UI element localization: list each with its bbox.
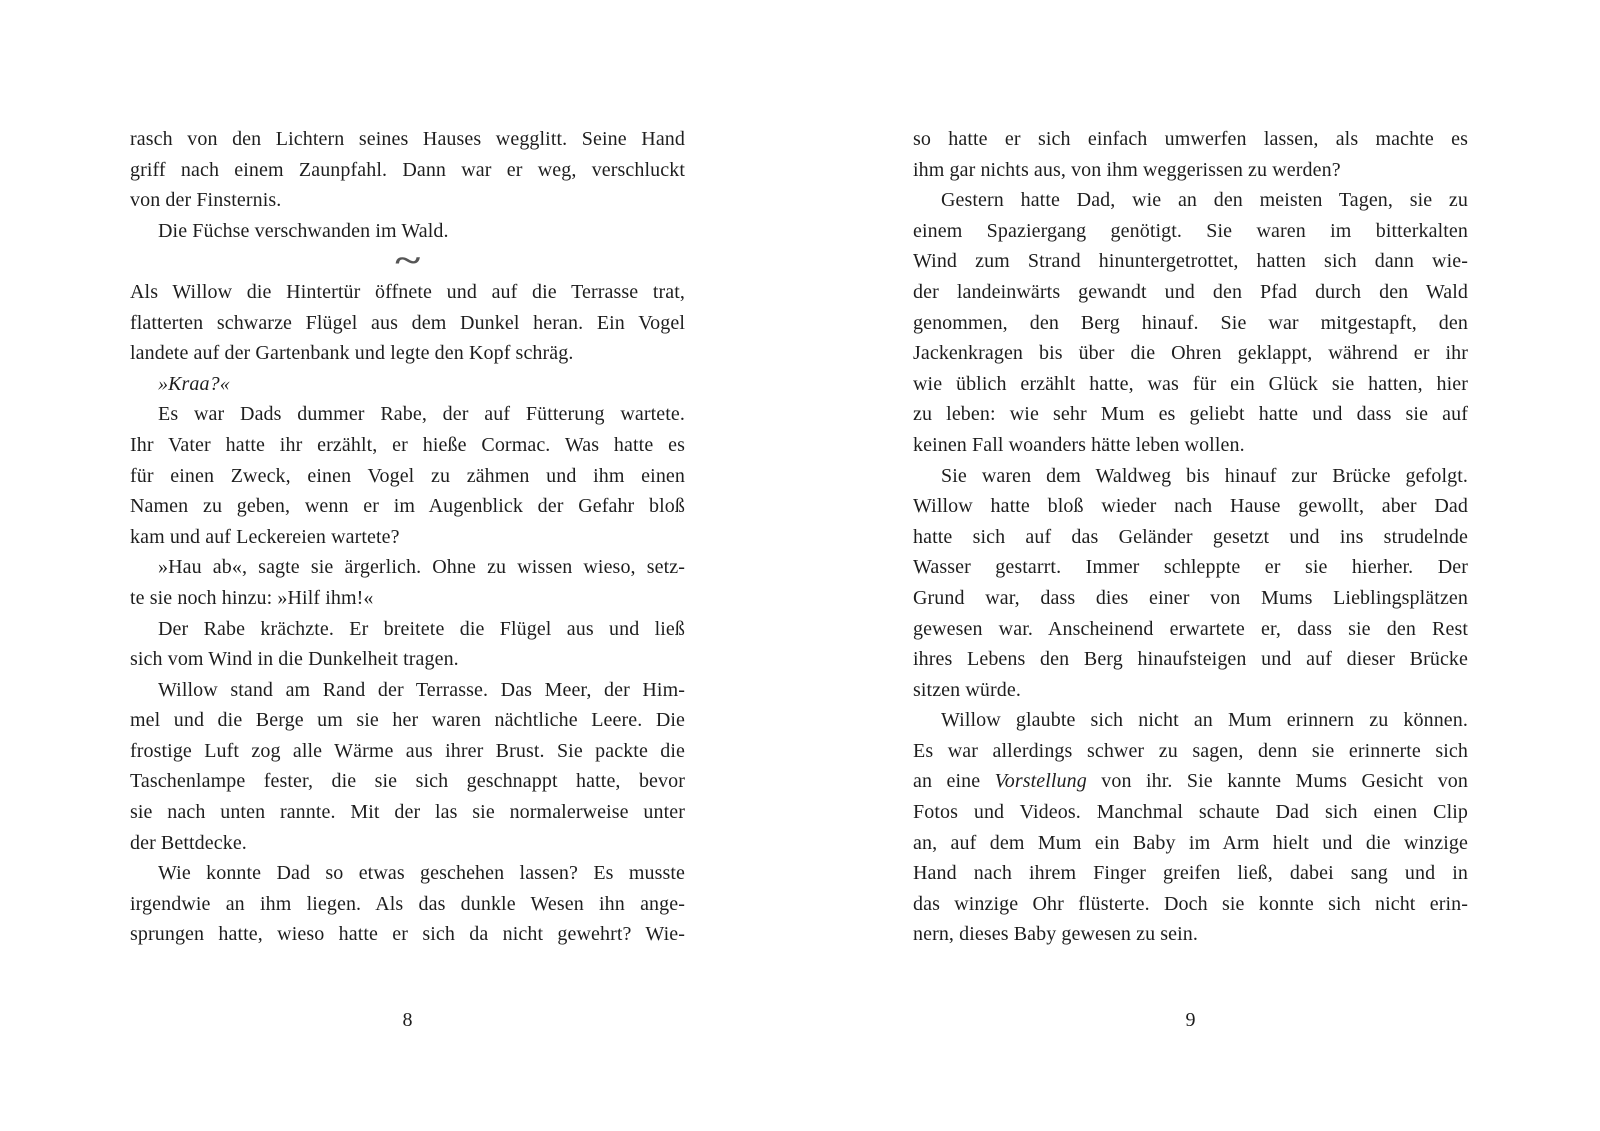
text-line: griff nach einem Zaunpfahl. Dann war er weg, verschluckt: [130, 158, 685, 181]
text-line: Der Rabe krächzte. Er breitete die Flügel aus und ließ: [158, 617, 685, 640]
text-line: nern, dieses Baby gewesen zu sein.: [913, 923, 1198, 946]
tilde-section-divider: [130, 246, 685, 277]
text-line: Gestern hatte Dad, wie an den meisten Tagen, sie zu: [941, 189, 1468, 212]
text-line: Willow hatte bloß wieder nach Hause gewollt, aber Dad: [913, 495, 1468, 518]
text-line: Willow glaubte sich nicht an Mum erinnern zu können.: [941, 709, 1468, 732]
text-line: Sie waren dem Waldweg bis hinauf zur Brücke gefolgt.: [941, 464, 1468, 487]
text-line: kam und auf Leckereien wartete?: [130, 525, 400, 548]
text-line: Taschenlampe fester, die sie sich geschnappt hatte, bevor: [130, 770, 685, 793]
text-line: hatte sich auf das Geländer gesetzt und ins strudelnde: [913, 525, 1468, 548]
text-line: Es war allerdings schwer zu sagen, denn sie erinnerte sich: [913, 739, 1468, 762]
text-line: Willow stand am Rand der Terrasse. Das Meer, der Him-: [158, 678, 685, 701]
page-number-left: 8: [402, 1009, 413, 1031]
text-line: irgendwie an ihm liegen. Als das dunkle Wesen ihn ange-: [130, 892, 685, 915]
text-line: Jackenkragen bis über die Ohren geklappt, während er ihr: [913, 342, 1468, 365]
text-line: der Bettdecke.: [130, 831, 247, 854]
text-line: mel und die Berge um sie her waren nächtliche Leere. Die: [130, 709, 685, 732]
text-line: Fotos und Videos. Manchmal schaute Dad sich einen Clip: [913, 801, 1468, 824]
text-line: gewesen war. Anscheinend erwartete er, dass sie den Rest: [913, 617, 1468, 640]
text-line: sie nach unten rannte. Mit der las sie normalerweise unter: [130, 801, 685, 824]
text-line: »Hau ab«, sagte sie ärgerlich. Ohne zu wissen wieso, setz-: [158, 556, 685, 579]
text-line: Die Füchse verschwanden im Wald.: [158, 219, 449, 242]
text-line: der landeinwärts gewandt und den Pfad durch den Wald: [913, 280, 1468, 303]
text-line: von der Finsternis.: [130, 189, 282, 212]
right-page-text: [913, 124, 1468, 950]
text-line: Namen zu geben, wenn er im Augenblick der Gefahr bloß: [130, 495, 685, 518]
text-line: Hand nach ihrem Finger greifen ließ, dabei sang und in: [913, 862, 1468, 885]
text-line: Grund war, dass dies einer von Mums Lieblingsplätzen: [913, 586, 1468, 609]
text-line: genommen, den Berg hinauf. Sie war mitgestapft, den: [913, 311, 1468, 334]
text-line: Wasser gestarrt. Immer schleppte er sie hierher. Der: [913, 556, 1468, 579]
text-line: Ihr Vater hatte ihr erzählt, er hieße Cormac. Was hatte es: [130, 433, 685, 456]
text-line: einem Spaziergang genötigt. Sie waren im bitterkalten: [913, 219, 1468, 242]
text-line: rasch von den Lichtern seines Hauses wegglitt. Seine Hand: [130, 128, 685, 150]
page-number-right: 9: [1185, 1009, 1196, 1031]
text-line: »Kraa?«: [158, 372, 230, 395]
text-line: so hatte er sich einfach umwerfen lassen, als machte es: [913, 128, 1468, 150]
text-line: te sie noch hinzu: »Hilf ihm!«: [130, 586, 374, 609]
text-line: an, auf dem Mum ein Baby im Arm hielt und die winzige: [913, 831, 1468, 854]
text-line: an eine Vorstellung von ihr. Sie kannte Mums Gesicht von: [913, 770, 1468, 793]
text-line: ihres Lebens den Berg hinaufsteigen und auf dieser Brücke: [913, 648, 1468, 671]
text-line: sprungen hatte, wieso hatte er sich da nicht gewehrt? Wie-: [130, 923, 685, 946]
text-line: sitzen würde.: [913, 678, 1021, 701]
text-line: Wie konnte Dad so etwas geschehen lassen? Es musste: [158, 862, 685, 885]
tilde-divider-icon: ~: [394, 246, 421, 277]
text-line: Es war Dads dummer Rabe, der auf Fütterung wartete.: [158, 403, 685, 426]
right-page: [800, 0, 1600, 1131]
text-line: das winzige Ohr flüsterte. Doch sie konnte sich nicht erin-: [913, 892, 1468, 915]
left-page-text: [130, 124, 685, 950]
text-line: frostige Luft zog alle Wärme aus ihrer Brust. Sie packte die: [130, 739, 685, 762]
text-line: für einen Zweck, einen Vogel zu zähmen und ihm einen: [130, 464, 685, 487]
text-line: wie üblich erzählt hatte, was für ein Glück sie hatten, hier: [913, 372, 1468, 395]
text-line: sich vom Wind in die Dunkelheit tragen.: [130, 648, 459, 671]
text-line: landete auf der Gartenbank und legte den Kopf schräg.: [130, 342, 574, 365]
text-line: Als Willow die Hintertür öffnete und auf die Terrasse trat,: [130, 280, 685, 303]
text-line: zu leben: wie sehr Mum es geliebt hatte und dass sie auf: [913, 403, 1468, 426]
text-line: flatterten schwarze Flügel aus dem Dunkel heran. Ein Vogel: [130, 311, 685, 334]
text-line: Wind zum Strand hinuntergetrottet, hatten sich dann wie-: [913, 250, 1468, 273]
text-line: keinen Fall woanders hätte leben wollen.: [913, 433, 1245, 456]
text-line: ihm gar nichts aus, von ihm weggerissen zu werden?: [913, 158, 1341, 181]
